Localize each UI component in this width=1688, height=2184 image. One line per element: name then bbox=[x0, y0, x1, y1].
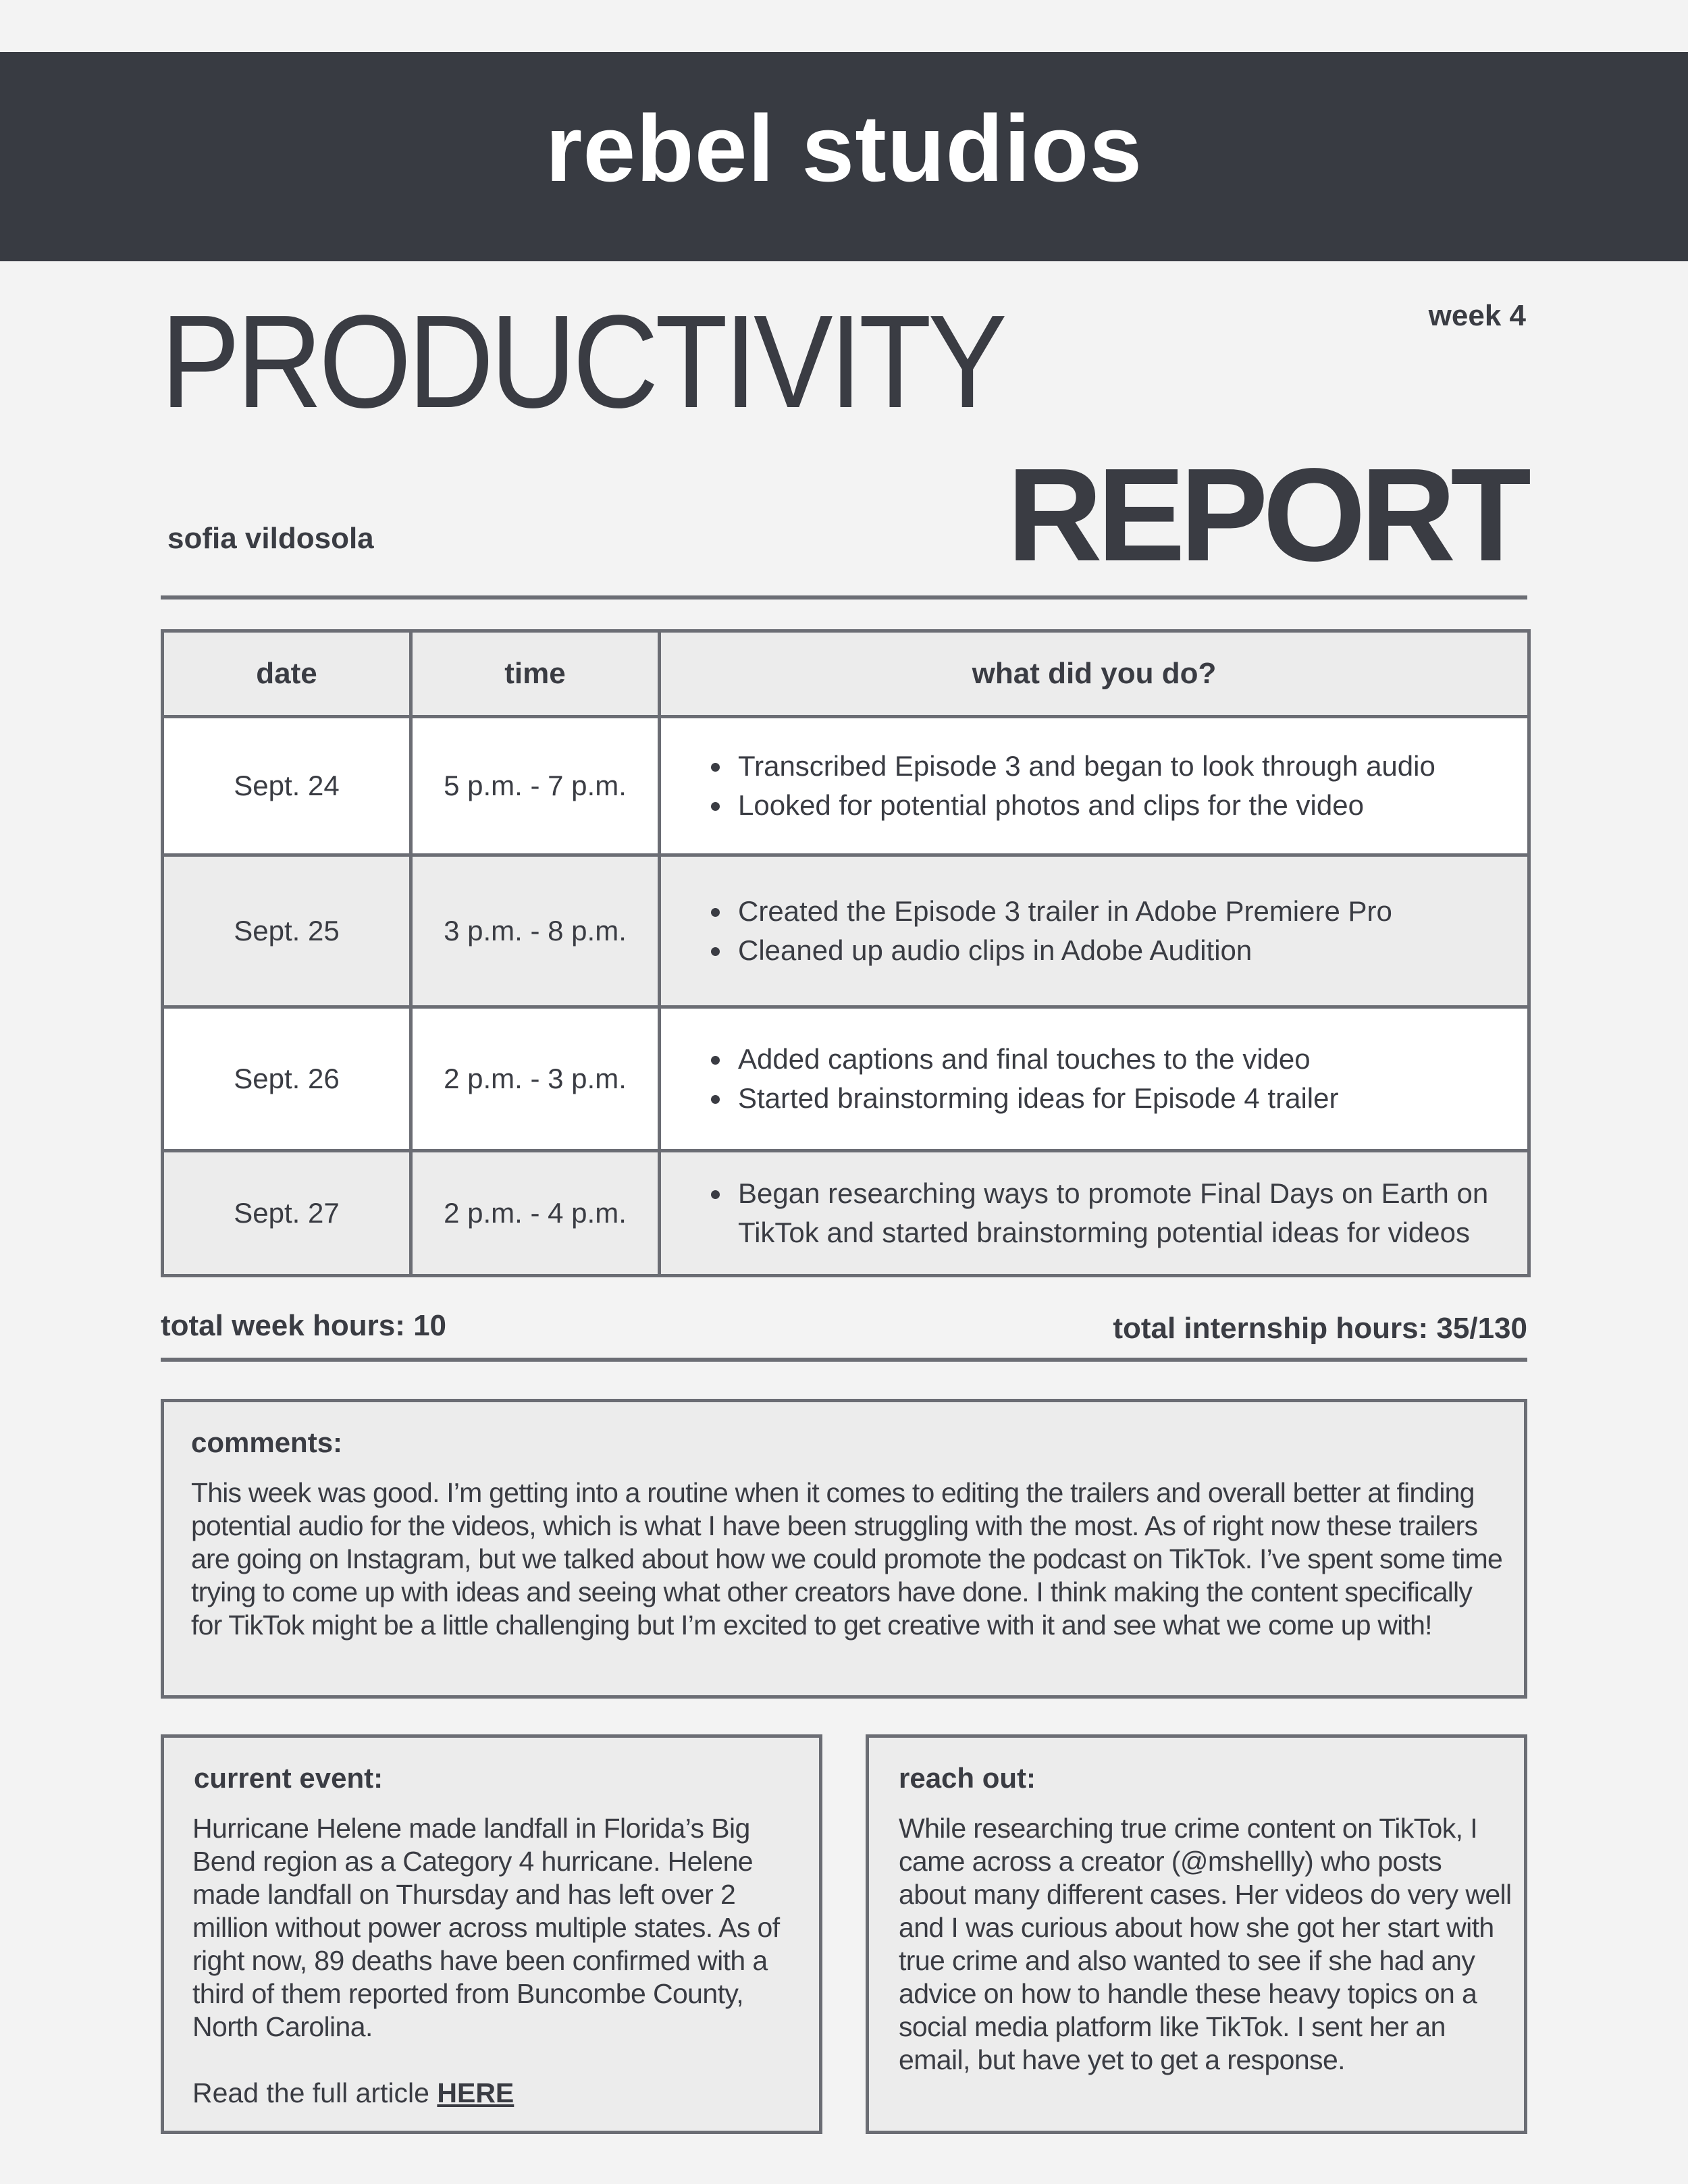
row-date: Sept. 24 bbox=[163, 717, 411, 855]
column-header-time: time bbox=[411, 631, 660, 717]
reach-out-title: reach out: bbox=[899, 1762, 1036, 1794]
row-time: 2 p.m. - 4 p.m. bbox=[411, 1151, 660, 1276]
row-activities bbox=[660, 855, 1529, 1007]
brand-title: rebel studios bbox=[545, 95, 1143, 201]
current-event-box bbox=[161, 1734, 822, 2134]
column-header-date: date bbox=[163, 631, 411, 717]
current-event-body: Hurricane Helene made landfall in Florida’s Big Bend region as a Category 4 hurricane. Helene made landfall on Thursday and has left over 2 million without power across multiple states. As of right now, 89 deaths have been confirmed with a third of them reported from Buncombe County, North Carolina. bbox=[192, 1813, 780, 2042]
activity-item: • Added captions and final touches to the video bbox=[733, 1040, 1527, 1079]
column-header-activity: what did you do? bbox=[660, 631, 1529, 717]
row-date: Sept. 27 bbox=[163, 1151, 411, 1276]
article-link-line bbox=[192, 2077, 514, 2110]
row-activities bbox=[660, 1007, 1529, 1151]
total-week-hours: total week hours: 10 bbox=[161, 1309, 447, 1342]
current-event-title: current event: bbox=[194, 1762, 384, 1794]
table-row bbox=[163, 1007, 1529, 1151]
activity-item: • Looked for potential photos and clips for the video bbox=[733, 786, 1527, 825]
activity-item: • Created the Episode 3 trailer in Adobe Premiere Pro bbox=[733, 892, 1527, 931]
row-time: 5 p.m. - 7 p.m. bbox=[411, 717, 660, 855]
divider-top bbox=[161, 595, 1527, 600]
row-activities bbox=[660, 1151, 1529, 1276]
table-row bbox=[163, 717, 1529, 855]
row-date: Sept. 25 bbox=[163, 855, 411, 1007]
activity-table bbox=[161, 629, 1531, 1277]
activity-item: • Cleaned up audio clips in Adobe Audition bbox=[733, 931, 1527, 970]
table-header-row bbox=[163, 631, 1529, 717]
comments-body: This week was good. I’m getting into a routine when it comes to editing the trailers and overall better at finding potential audio for the videos, which is what I have been struggling with the most. As of right now these trailers are going on Instagram, but we talked about how we could promote the podcast on TikTok. I’ve spent some time trying to come up with ideas and seeing what other creators have done. I think making the content specifically for TikTok might be a little challenging but I’m excited to get creative with it and see what we come up with! bbox=[191, 1477, 1502, 1641]
comments-box bbox=[161, 1399, 1527, 1699]
report-title-line1: PRODUCTIVITY bbox=[161, 288, 1004, 435]
reach-out-body: While researching true crime content on TikTok, I came across a creator (@mshellly) who posts about many different cases. Her videos do very well and I was curious about how she got her start with true crime and also wanted to see if she had any advice on how to handle these heavy topics on a social media platform like TikTok. I sent her an email, but have yet to get a response. bbox=[899, 1813, 1512, 2075]
comments-title: comments: bbox=[191, 1427, 343, 1458]
author-name: sofia vildosola bbox=[167, 522, 374, 555]
row-activities bbox=[660, 717, 1529, 855]
row-time: 2 p.m. - 3 p.m. bbox=[411, 1007, 660, 1151]
week-label: week 4 bbox=[1428, 299, 1526, 332]
reach-out-box bbox=[866, 1734, 1527, 2134]
article-link-prefix: Read the full article bbox=[192, 2077, 438, 2108]
table-row bbox=[163, 1151, 1529, 1276]
total-internship-hours: total internship hours: 35/130 bbox=[1113, 1312, 1527, 1345]
report-title-line2: REPORT bbox=[1007, 441, 1526, 589]
table-row bbox=[163, 855, 1529, 1007]
activity-item: • Started brainstorming ideas for Episode 4 trailer bbox=[733, 1079, 1527, 1118]
row-time: 3 p.m. - 8 p.m. bbox=[411, 855, 660, 1007]
activity-item: • Transcribed Episode 3 and began to look through audio bbox=[733, 747, 1527, 786]
row-date: Sept. 26 bbox=[163, 1007, 411, 1151]
activity-item: • Began researching ways to promote Final Days on Earth on TikTok and started brainstorming potential ideas for videos bbox=[733, 1174, 1527, 1252]
article-link[interactable]: HERE bbox=[437, 2077, 515, 2108]
divider-middle bbox=[161, 1358, 1527, 1362]
